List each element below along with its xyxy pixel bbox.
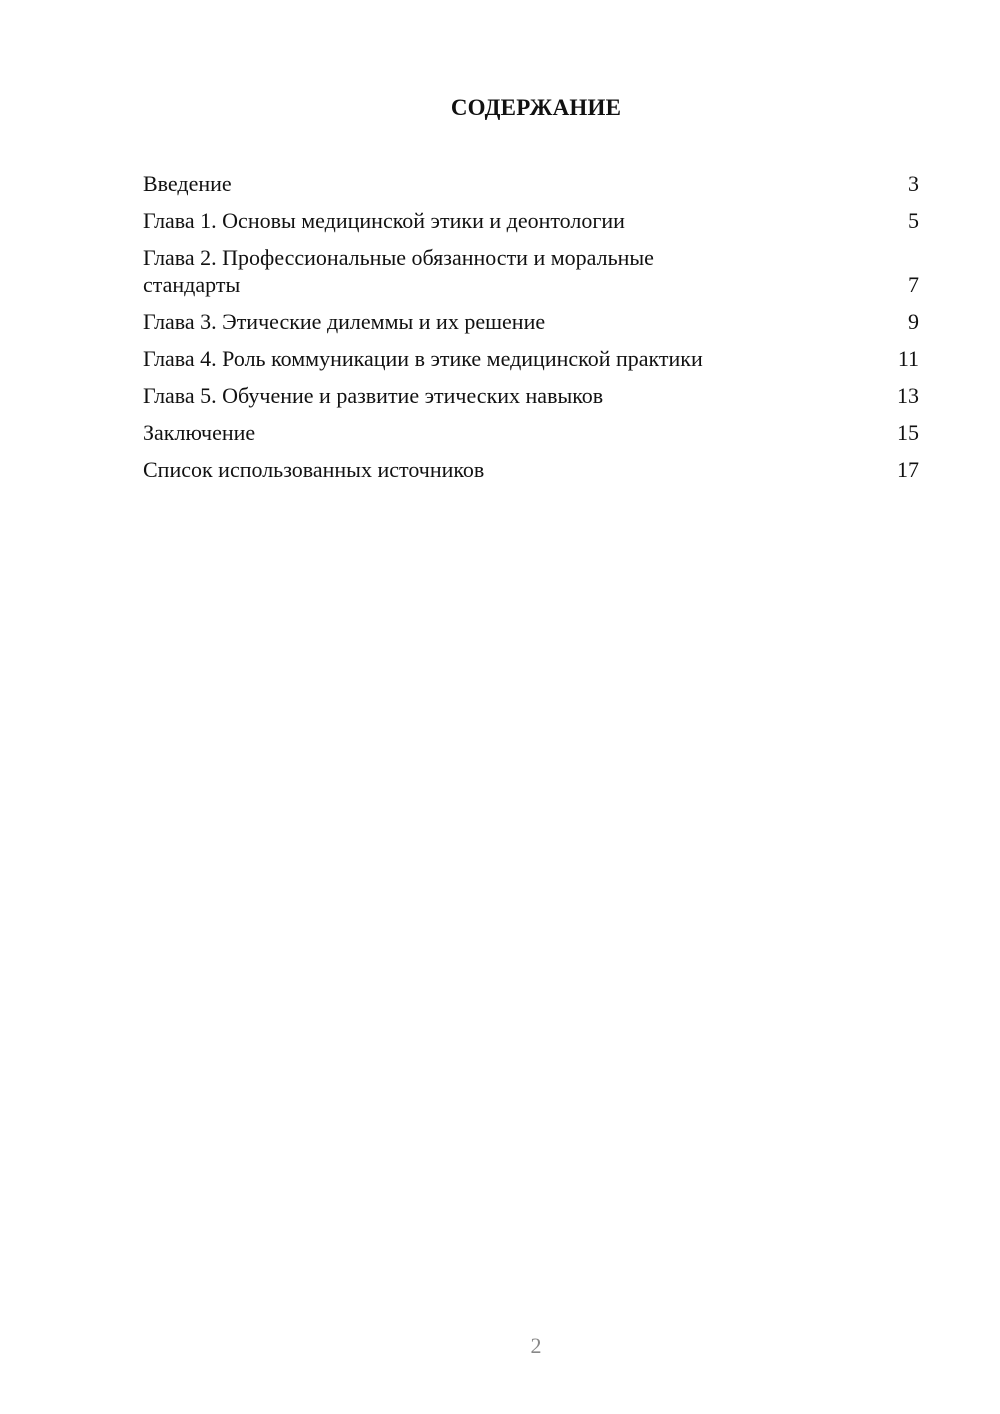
toc-item-label: Глава 2. Профессиональные обязанности и моральные стандарты (143, 245, 654, 297)
toc-title: СОДЕРЖАНИЕ (450, 95, 622, 120)
toc-item-label: Глава 5. Обучение и развитие этических навыков (143, 383, 604, 408)
toc-item-chapter-1 (143, 207, 919, 234)
toc-list (143, 170, 919, 493)
toc-item-label: Список использованных источников (143, 457, 485, 482)
toc-item-page: 15 (897, 420, 919, 445)
toc-item-label: Заключение (143, 420, 256, 445)
toc-item-chapter-2 (143, 244, 919, 298)
toc-item-page: 3 (908, 171, 919, 196)
toc-item-page: 7 (908, 272, 919, 297)
toc-item-references (143, 456, 919, 483)
toc-item-chapter-3 (143, 308, 919, 335)
toc-item-label: Глава 1. Основы медицинской этики и деонтологии (143, 208, 625, 233)
toc-item-chapter-4 (143, 345, 919, 372)
toc-item-label: Введение (143, 171, 232, 196)
toc-item-page: 5 (908, 208, 919, 233)
toc-item-introduction (143, 170, 919, 197)
toc-item-page: 9 (908, 309, 919, 334)
toc-item-page: 13 (897, 383, 919, 408)
toc-item-label: Глава 3. Этические дилеммы и их решение (143, 309, 546, 334)
page-number: 2 (530, 1333, 542, 1358)
toc-item-page: 17 (897, 457, 919, 482)
toc-item-label: Глава 4. Роль коммуникации в этике медицинской практики (143, 346, 703, 371)
toc-item-chapter-5 (143, 382, 919, 409)
toc-item-page: 11 (897, 346, 919, 371)
toc-item-conclusion (143, 419, 919, 446)
